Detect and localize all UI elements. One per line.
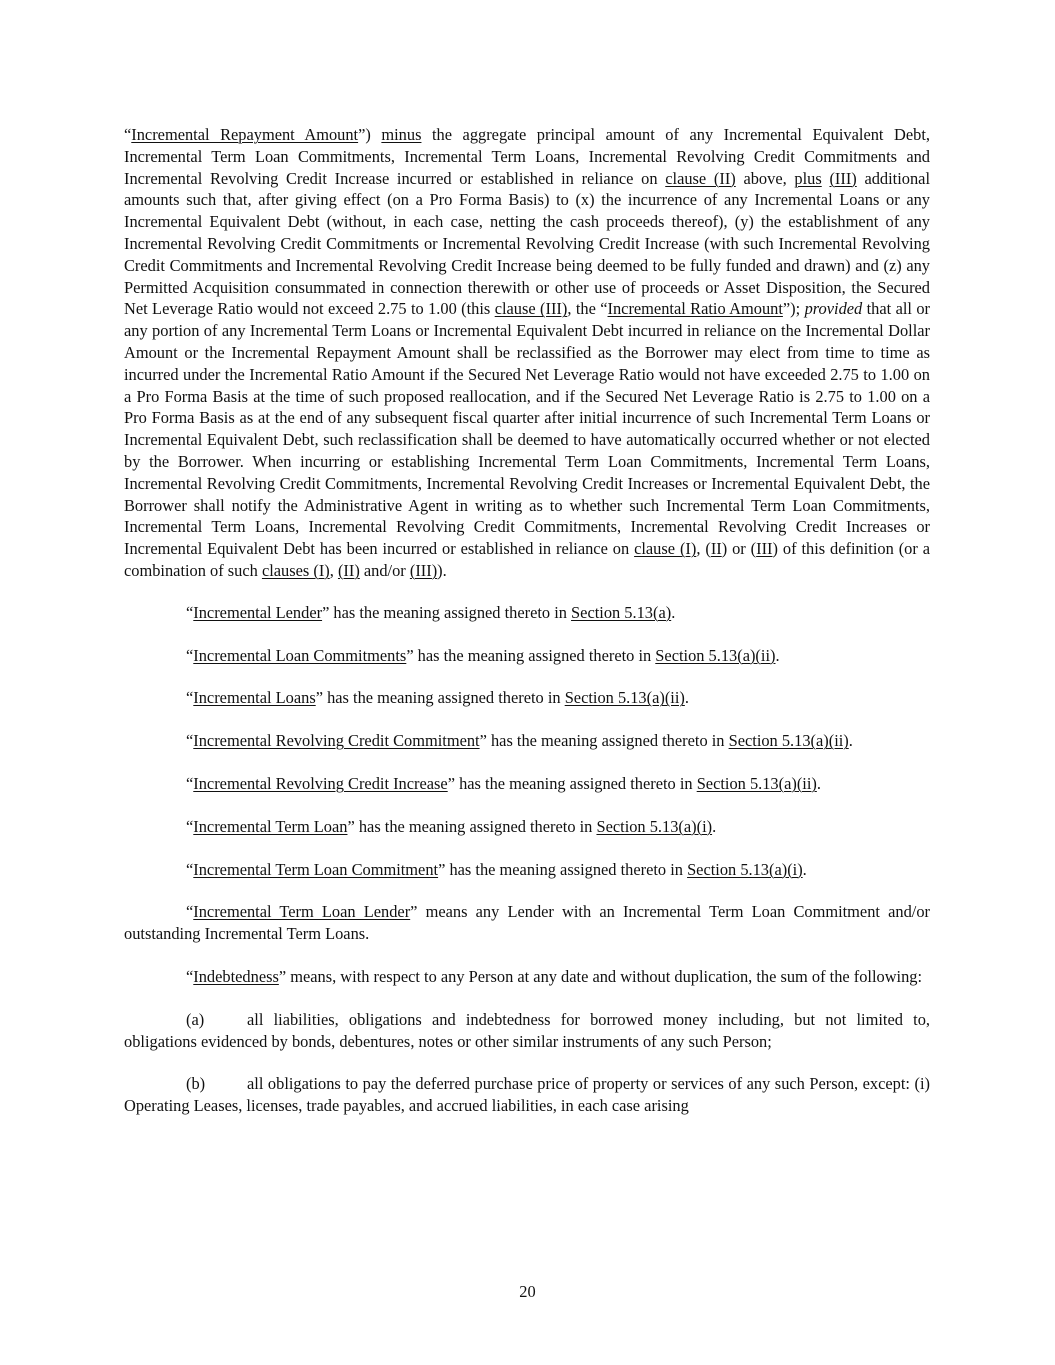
section-reference: Section 5.13(a)(i)	[687, 859, 803, 879]
section-reference: Section 5.13(a)(ii)	[564, 688, 685, 708]
period: .	[684, 688, 689, 708]
text-span: ”);	[782, 299, 805, 319]
defined-term: Incremental Term Loan Lender	[193, 902, 411, 922]
text-span: ).	[437, 560, 447, 580]
definition-incremental-term-loan-commitment	[124, 859, 930, 881]
clause-ref-iii: clause (III)	[494, 299, 568, 319]
definition-incremental-revolving-credit-increase	[124, 773, 930, 795]
clause-ref-iii-short: III	[756, 539, 773, 559]
clauses-ref-i: clauses (I)	[261, 560, 330, 580]
clause-text: all obligations to pay the deferred purchase price of property or services of any such Person, except: (i) Operating Leases, licenses, trade payables, and accrued liabilities, in each case arising	[124, 1074, 930, 1116]
italic-provided: provided	[804, 299, 863, 319]
text-span: , (	[696, 539, 711, 559]
clauses-ref-ii: (II)	[337, 560, 360, 580]
text-span: ) of this definition (or a combination of such	[124, 539, 930, 580]
definition-text: ” means, with respect to any Person at any date and without duplication, the sum of the following:	[278, 966, 923, 986]
text-span: above,	[735, 168, 795, 188]
defined-term: Incremental Revolving Credit Commitment	[193, 731, 480, 751]
clause-label: (b)	[186, 1074, 206, 1094]
text-span: ,	[329, 560, 338, 580]
text-span: , the “	[567, 299, 608, 319]
open-quote: “	[186, 688, 194, 708]
open-quote: “	[186, 731, 194, 751]
section-reference: Section 5.13(a)	[571, 602, 672, 622]
clause-a	[124, 1009, 930, 1053]
clause-ref-ii: clause (II)	[665, 168, 736, 188]
text-span: ) or (	[721, 539, 757, 559]
section-reference: Section 5.13(a)(ii)	[728, 731, 849, 751]
paragraph-incremental-amount-continuation	[124, 124, 930, 582]
defined-term: Incremental Loan Commitments	[193, 645, 407, 665]
open-quote: “	[186, 966, 194, 986]
text-span: the aggregate principal amount of any Incremental Equivalent Debt, Incremental Term Loan Commitments, Incremental Term Loans, Incremental Revolving Credit Commitments and Incremental Revolving Credit Increase incurred or established in reliance on	[124, 125, 930, 188]
text-span: and/or	[359, 560, 410, 580]
open-quote: “	[186, 902, 194, 922]
underlined-plus: plus	[794, 168, 822, 188]
definition-text: ” has the meaning assigned thereto in	[447, 773, 697, 793]
section-reference: Section 5.13(a)(i)	[596, 816, 713, 836]
defined-term: Incremental Term Loan Commitment	[193, 859, 439, 879]
defined-term: Incremental Lender	[193, 602, 323, 622]
period: .	[848, 731, 853, 751]
defined-term-incremental-ratio-amount: Incremental Ratio Amount	[607, 299, 783, 319]
open-quote: “	[186, 859, 194, 879]
definition-text: ” has the meaning assigned thereto in	[438, 859, 688, 879]
clause-label-iii: (III)	[829, 168, 857, 188]
text-span: that all or any portion of any Incremental Term Loans or Incremental Equivalent Debt incurred in reliance on the Incremental Dollar Amount or the Incremental Repayment Amount shall be reclassified as the Borrower may elect from time to time as incurred under the Incremental Ratio Amount if the Secured Net Leverage Ratio would not have exceeded 2.75 to 1.00 on a Pro Forma Basis at the time of such proposed reallocation, and if the Secured Net Leverage Ratio is 2.75 to 1.00 on a Pro Forma Basis as at the end of any subsequent fiscal quarter after initial incurrence of such Incremental Term Loans or Incremental Equivalent Debt, such reclassification shall be deemed to have automatically occurred whether or not elected by the Borrower. When incurring or establishing Incremental Term Loan Commitments, Incremental Term Loans, Incremental Revolving Credit Commitments, Incremental Revolving Credit Increases or Incremental Equivalent Debt, the Borrower shall notify the Administrative Agent in writing as to whether such Incremental Term Loan Commitments, Incremental Term Loans, Incremental Revolving Credit Commitments, Incremental Revolving Credit Increases or Incremental Equivalent Debt has been incurred or established in reliance on	[124, 299, 931, 559]
section-reference: Section 5.13(a)(ii)	[696, 773, 817, 793]
underlined-minus: minus	[381, 125, 422, 144]
text-span: additional amounts such that, after giving effect (on a Pro Forma Basis) to (x) the incurrence of any Incremental Loans or any Incremental Equivalent Debt (without, in each case, netting the cash proceeds thereof), (y) the establishment of any Incremental Revolving Credit Commitments or Incremental Revolving Credit Increase (with such Incremental Revolving Credit Commitments and Incremental Revolving Credit Increase being deemed to be fully funded and drawn) and (z) any Permitted Acquisition consummated in connection therewith or other use of proceeds or Asset Disposition, the Secured Net Leverage Ratio would not exceed 2.75 to 1.00 (this	[124, 168, 931, 319]
clause-label: (a)	[186, 1009, 205, 1029]
defined-term: Incremental Loans	[193, 688, 316, 708]
period: .	[802, 859, 807, 879]
definition-text: ” has the meaning assigned thereto in	[322, 602, 572, 622]
definition-text: ” has the meaning assigned thereto in	[315, 688, 565, 708]
clause-text: all liabilities, obligations and indebtedness for borrowed money including, but not limited to, obligations evidenced by bonds, debentures, notes or other similar instruments of any such Person;	[124, 1009, 930, 1051]
period: .	[671, 602, 676, 622]
section-reference: Section 5.13(a)(ii)	[655, 645, 776, 665]
page-number: 20	[519, 1282, 536, 1301]
definition-incremental-loan-commitments	[124, 645, 930, 667]
defined-term: Incremental Term Loan	[193, 816, 348, 836]
definition-indebtedness	[124, 966, 930, 988]
period: .	[816, 773, 821, 793]
clause-b	[124, 1073, 930, 1117]
text-span: ”)	[358, 125, 382, 144]
definition-text: ” has the meaning assigned thereto in	[479, 731, 729, 751]
definition-incremental-term-loan	[124, 816, 930, 838]
document-page	[124, 124, 930, 1117]
open-quote: “	[186, 773, 194, 793]
open-quote: “	[186, 645, 194, 665]
period: .	[775, 645, 780, 665]
defined-term: Indebtedness	[193, 966, 279, 986]
period: .	[712, 816, 717, 836]
clauses-ref-iii: (III)	[409, 560, 438, 580]
defined-term-incremental-repayment-amount: Incremental Repayment Amount	[131, 125, 359, 144]
open-quote: “	[186, 816, 194, 836]
definition-incremental-revolving-credit-commitment	[124, 730, 930, 752]
definition-text: ” has the meaning assigned thereto in	[347, 816, 597, 836]
definition-text: ” has the meaning assigned thereto in	[406, 645, 656, 665]
definition-incremental-loans	[124, 687, 930, 709]
definition-incremental-lender	[124, 602, 930, 624]
definition-text: ” means any Lender with an Incremental Term Loan Commitment and/or outstanding Incremental Term Loans.	[124, 902, 930, 944]
clause-ref-i: clause (I)	[634, 539, 697, 559]
clause-ref-ii-short: II	[710, 539, 722, 559]
definition-incremental-term-loan-lender	[124, 901, 930, 945]
open-quote: “	[186, 602, 194, 622]
text-span: “	[124, 125, 132, 144]
defined-term: Incremental Revolving Credit Increase	[193, 773, 448, 793]
